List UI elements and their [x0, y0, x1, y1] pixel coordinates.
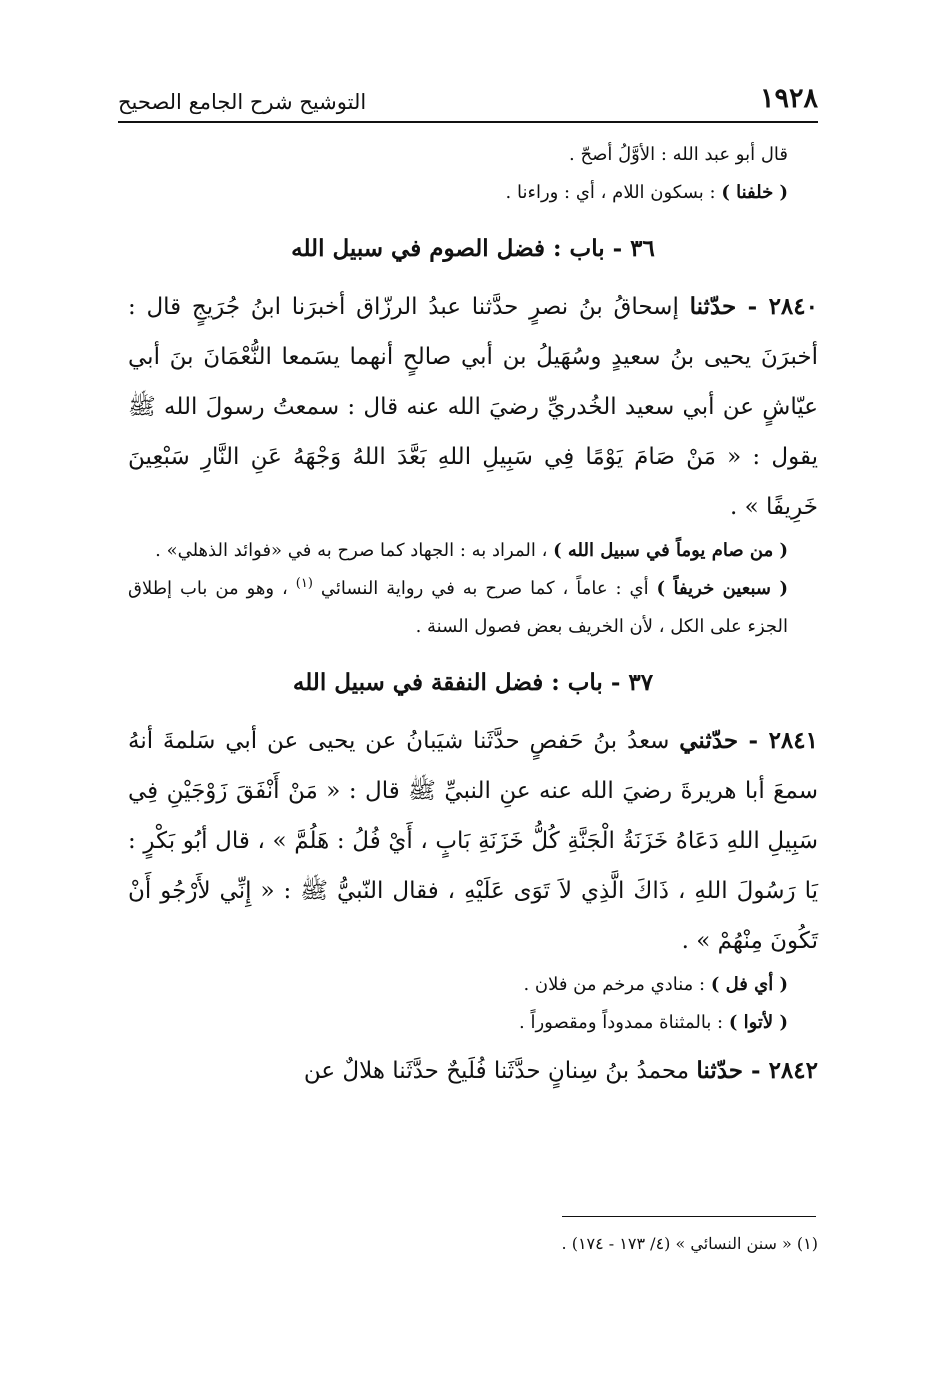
hadith-opener: حدّثني [679, 727, 739, 754]
note-label: ( أي فل ) [710, 974, 788, 995]
intro-line-2 [128, 174, 818, 212]
footnote-ref[interactable]: (١) [295, 576, 313, 591]
chapter-36-heading: ٣٦ - باب : فضل الصوم في سبيل الله [291, 235, 655, 262]
footnote: (١) « سنن النسائي » (٤/ ١٧٣ - ١٧٤) . [561, 1234, 818, 1253]
note-text: ، المراد به : الجهاد كما صرح به في «فوائد الذهلي» . [155, 540, 554, 561]
hadith-number: ٢٨٤١ [768, 727, 818, 754]
note-label: ( خلفنا ) [721, 182, 788, 203]
note-label: ( من صام يوماً في سبيل الله ) [553, 540, 788, 561]
hadith-2840: ٢٨٤٠ - حدّثنا إسحاقُ بنُ نصرٍ حدَّثنا عبدُ الرزّاق أخبرَنا ابنُ جُرَيجٍ قال : أخبرَنَ يحيى بنُ سعيدٍ وسُهَيلُ بن أبي صالحٍ أنهما يسَمعا النُّعْمَانَ بنَ أبي عيّاشٍ عن أبي سعيد الخُدريِّ رضيَ الله عنه قال : سمعتُ رسولَ الله ﷺ يقول : « مَنْ صَامَ يَوْمًا فِي سَبِيلِ اللهِ بَعَّدَ اللهُ وَجْهَهُ عَنِ النَّارِ سَبْعِينَ خَرِيفًا » . [128, 293, 818, 520]
note-label: ( سبعين خريفاً ) [656, 578, 788, 599]
note-text: : بالمثناة ممدوداً ومقصوراً . [519, 1012, 729, 1033]
hadith-text: سعدُ بنُ حَفصٍ حدَّثَنا شيَبانُ عن يحيى عن أبي سَلمةَ أنهُ سمعَ أبا هريرةَ رضيَ الله عنه عنِ النبيِّ ﷺ قال : « مَنْ أَنْفَقَ زَوْجَيْنِ فِي سَبِيلِ اللهِ دَعَاهُ خَزَنَةُ الْجَنَّةِ كُلُّ خَزَنَةِ بَابٍ ، أَيْ فُلُ : هَلُمَّ » ، قال أبُو بَكْرٍ : يَا رَسُولَ اللهِ ، ذَاكَ الَّذِي لاَ تَوَى عَلَيْهِ ، فقال النّبيُّ ﷺ : « إِنِّي لأَرْجُو أَنْ تَكُونَ مِنْهُمْ » . [128, 728, 818, 954]
note-ay-fulu [128, 966, 818, 1004]
note-fi-sabil [128, 532, 818, 570]
hadith-number: ٢٨٤٠ [768, 293, 818, 320]
footnote-rule [562, 1216, 816, 1217]
running-title: التوشيح شرح الجامع الصحيح [118, 90, 367, 114]
chapter-37-heading: ٣٧ - باب : فضل النفقة في سبيل الله [292, 669, 654, 696]
note-kharif [128, 570, 818, 646]
note-text: : منادي مرخم من فلان . [523, 974, 711, 995]
note-la-tawa [128, 1004, 818, 1042]
hadith-text: محمدُ بنُ سِنانٍ حدَّثَنا فُلَيحٌ حدَّثَنا هلالٌ عن [303, 1058, 697, 1084]
hadith-number: ٢٨٤٢ [768, 1057, 818, 1084]
note-text: أي : عاماً ، كما صرح به في رواية النسائي [312, 578, 657, 599]
note-text: : بسكون اللام ، أي : وراءنا . [505, 182, 722, 203]
page-number: ١٩٢٨ [759, 83, 818, 114]
header-rule [118, 121, 818, 123]
intro-line-1: قال أبو عبد الله : الأوَّلُ أصحّ . [569, 144, 788, 165]
hadith-2841: ٢٨٤١ - حدّثني سعدُ بنُ حَفصٍ حدَّثَنا شيَبانُ عن يحيى عن أبي سَلمةَ أنهُ سمعَ أبا هريرةَ رضيَ الله عنه عنِ النبيِّ ﷺ قال : « مَنْ أَنْفَقَ زَوْجَيْنِ فِي سَبِيلِ اللهِ دَعَاهُ خَزَنَةُ الْجَنَّةِ كُلُّ خَزَنَةِ بَابٍ ، أَيْ فُلُ : هَلُمَّ » ، قال أبُو بَكْرٍ : يَا رَسُولَ اللهِ ، ذَاكَ الَّذِي لاَ تَوَى عَلَيْهِ ، فقال النّبيُّ ﷺ : « إِنِّي لأَرْجُو أَنْ تَكُونَ مِنْهُمْ » . [128, 727, 818, 954]
note-text: ، وهو من باب إطلاق الجزء على الكل ، لأن الخريف بعض فصول السنة . [128, 578, 788, 637]
hadith-2842: ٢٨٤٢ - حدّثنا محمدُ بنُ سِنانٍ حدَّثَنا فُلَيحٌ حدَّثَنا هلالٌ عن [303, 1057, 818, 1084]
hadith-text: إسحاقُ بنُ نصرٍ حدَّثنا عبدُ الرزّاق أخبرَنا ابنُ جُرَيجٍ قال : أخبرَنَ يحيى بنُ سعيدٍ وسُهَيلُ بن أبي صالحٍ أنهما يسَمعا النُّعْمَانَ بنَ أبي عيّاشٍ عن أبي سعيد الخُدريِّ رضيَ الله عنه قال : سمعتُ رسولَ الله ﷺ يقول : « مَنْ صَامَ يَوْمًا فِي سَبِيلِ اللهِ بَعَّدَ اللهُ وَجْهَهُ عَنِ النَّارِ سَبْعِينَ خَرِيفًا » . [128, 294, 818, 520]
hadith-opener: حدّثنا [689, 293, 737, 320]
hadith-opener: حدّثنا [696, 1057, 744, 1084]
note-label: ( لأتوا ) [728, 1012, 788, 1033]
page-body [128, 136, 818, 1096]
page-header [118, 74, 818, 114]
